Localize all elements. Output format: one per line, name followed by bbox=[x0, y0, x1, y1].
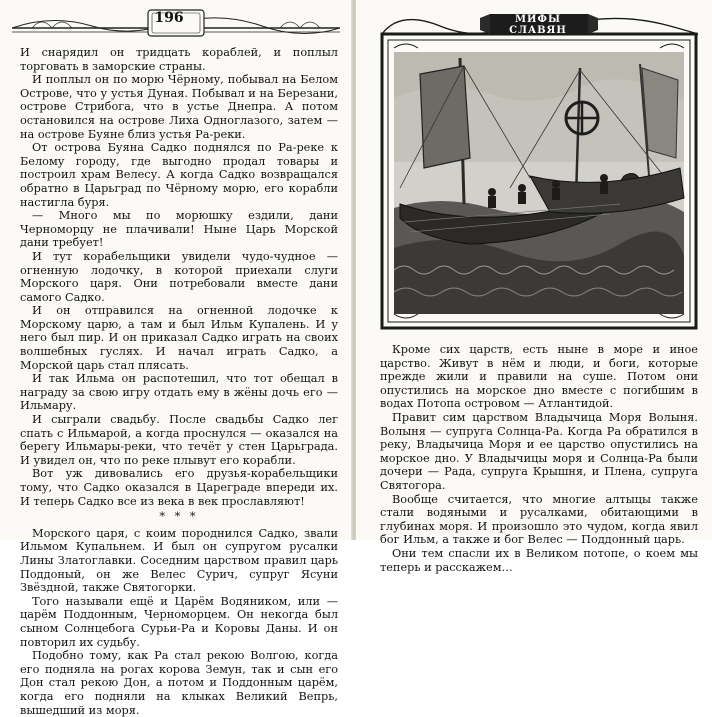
paragraph: Правит сим царством Владычица Моря Волыня. Волыня — супруга Солнца-Ра. Когда Ра обратился в реку, Владычица Моря и ее царство опустились на морское дно. У Владычицы моря и Солнца-Ра были дочери — Рада, супруга Крышня, и Плена, супруга Святогора. bbox=[380, 410, 698, 492]
left-body-text bbox=[20, 46, 338, 717]
section-divider: * * * bbox=[159, 510, 199, 524]
paragraph: От острова Буяна Садко поднялся по Ра-реке к Белому городу, где выгодно продал товары и построил храм Велесу. А когда Садко возвращался обратно в Царьград по Чёрному морю, его корабли настигла буря. bbox=[20, 141, 338, 209]
paragraph: Подобно тому, как Ра стал рекою Волгою, когда его подняла на рогах корова Земун, так и сын его Дон стал рекою Дон, а потом и Поддонным царём, когда его подняли на клыках Великий Вепрь, вышедший из моря. bbox=[20, 649, 338, 717]
paragraph: И он отправился на огненной лодочке к Морскому царю, а там и был Ильм Купалень. И у него был пир. И он приказал Садко играть на своих волшебных гуслях. И начал играть Садко, а Морской царь стал плясать. bbox=[20, 304, 338, 372]
book-series-title: МИФЫ СЛАВЯН bbox=[509, 14, 567, 36]
paragraph: Вообще считается, что многие алтыцы также стали водяными и русалками, обитающими в глубинах моря. И произошло это чудом, когда явил бог Ильм, а также и бог Велес — Поддонный царь. bbox=[380, 492, 698, 547]
paragraph: — Много мы по морюшку ездили, дани Черноморцу не плачивали! Ныне Царь Морской дани требует! bbox=[20, 209, 338, 250]
page-number: 196 bbox=[154, 10, 184, 26]
paragraph: Того называли ещё и Царём Водяником, или — царём Поддонным, Черноморцем. Он некогда был сыном Солнцебога Сурьи-Ра и Коровы Даны. И он повторил их судьбу. bbox=[20, 594, 338, 649]
paragraph: Вот уж дивовались его друзья-корабельщики тому, что Садко оказался в Цареграде впереди их. И теперь Садко все из века в век прославляют! bbox=[20, 467, 338, 508]
paragraph: Кроме сих царств, есть ныне в море и иное царство. Живут в нём и люди, и боги, которые прежде жили и правили на суше. Потом они опустились на морское дно вместе с погибшим в водах Потопа островом — Атлантидой. bbox=[380, 343, 698, 411]
right-body-text bbox=[380, 343, 698, 574]
paragraph: Морского царя, с коим породнился Садко, звали Ильмом Купальнем. И был он супругом русалки Лины Златоглавки. Соседним царством правил царь Поддоный, он же Велес Сурич, супруг Ясуни Звёздной, также Святогорки. bbox=[20, 526, 338, 595]
right-page bbox=[356, 0, 712, 574]
paragraph: И тут корабельщики увидели чудо-чудное — огненную лодочку, в которой приехали слуги Морского царя. Они потребовали вместе дани самого Садко. bbox=[20, 249, 338, 304]
paragraph: И сыграли свадьбу. После свадьбы Садко лег спать с Ильмарой, а когда проснулся — оказался на берегу Ильмары-реки, что течёт у стен Царьграда. И увидел он, что по реке плывут его корабли. bbox=[20, 413, 338, 467]
paragraph: И поплыл он по морю Чёрному, побывал на Белом Острове, что у устья Дуная. Побывал и на Березани, острове Стрибога, что в устье Днепра. А потом остановился на острове Лиха Одноглазого, затем — на острове Буяне близ устья Ра-реки. bbox=[20, 73, 338, 141]
paragraph: И так Ильма он распотешил, что тот обещал в награду за свою игру отдать ему в жёны дочь его — Ильмару. bbox=[20, 372, 338, 413]
ship-engraving bbox=[394, 52, 684, 314]
left-page bbox=[0, 0, 352, 717]
illustration-frame bbox=[380, 8, 698, 330]
paragraph: И снарядил он тридцать кораблей, и поплыл торговать в заморские страны. bbox=[20, 46, 338, 73]
paragraph: Они тем спасли их в Великом потопе, о коем мы теперь и расскажем… bbox=[380, 546, 698, 574]
